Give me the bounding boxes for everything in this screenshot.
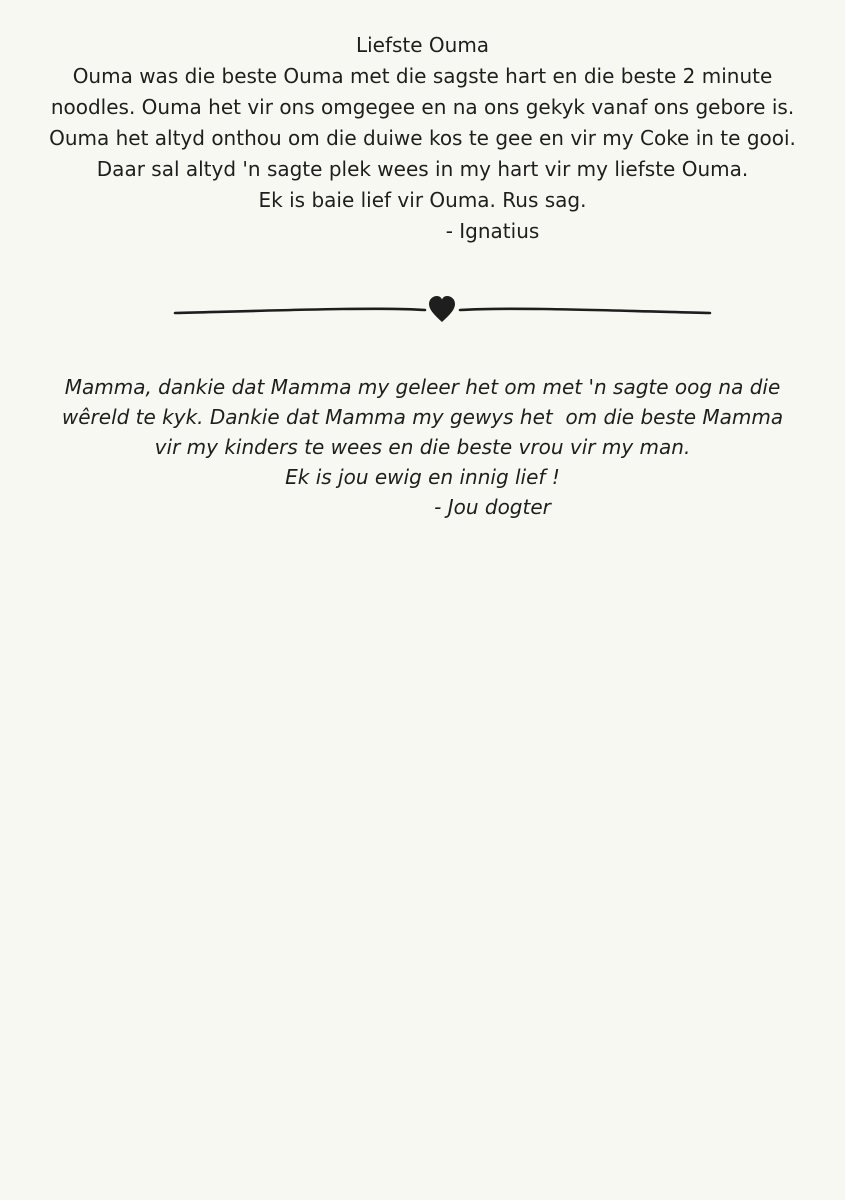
tribute-line: Ek is jou ewig en innig lief ! [285,465,560,489]
divider-line-right [460,309,710,313]
heart-icon [429,296,455,322]
tribute-mamma [0,372,845,522]
tribute-line: Ouma het altyd onthou om die duiwe kos te gee en vir my Coke in te gooi. [49,126,796,150]
tribute-line: Daar sal altyd 'n sagte plek wees in my hart vir my liefste Ouma. [96,157,749,181]
tribute-line: Ek is baie lief vir Ouma. Rus sag. [258,188,587,212]
tribute-line: wêreld te kyk. Dankie dat Mamma my gewys het om die beste Mamma [61,405,784,429]
tribute-line: vir my kinders te wees en die beste vrou vir my man. [154,435,691,459]
greeting: Liefste Ouma [355,33,490,57]
divider-line-left [175,309,425,313]
heart-divider [170,292,715,328]
signature: - Ignatius [445,219,540,243]
tribute-line: Ouma was die beste Ouma met die sagste hart en die beste 2 minute [72,64,773,88]
signature: - Jou dogter [434,495,551,519]
tribute-line: Mamma, dankie dat Mamma my geleer het om met 'n sagte oog na die [64,375,781,399]
tribute-line: noodles. Ouma het vir ons omgegee en na ons gekyk vanaf ons gebore is. [50,95,795,119]
tribute-ouma [0,30,845,247]
